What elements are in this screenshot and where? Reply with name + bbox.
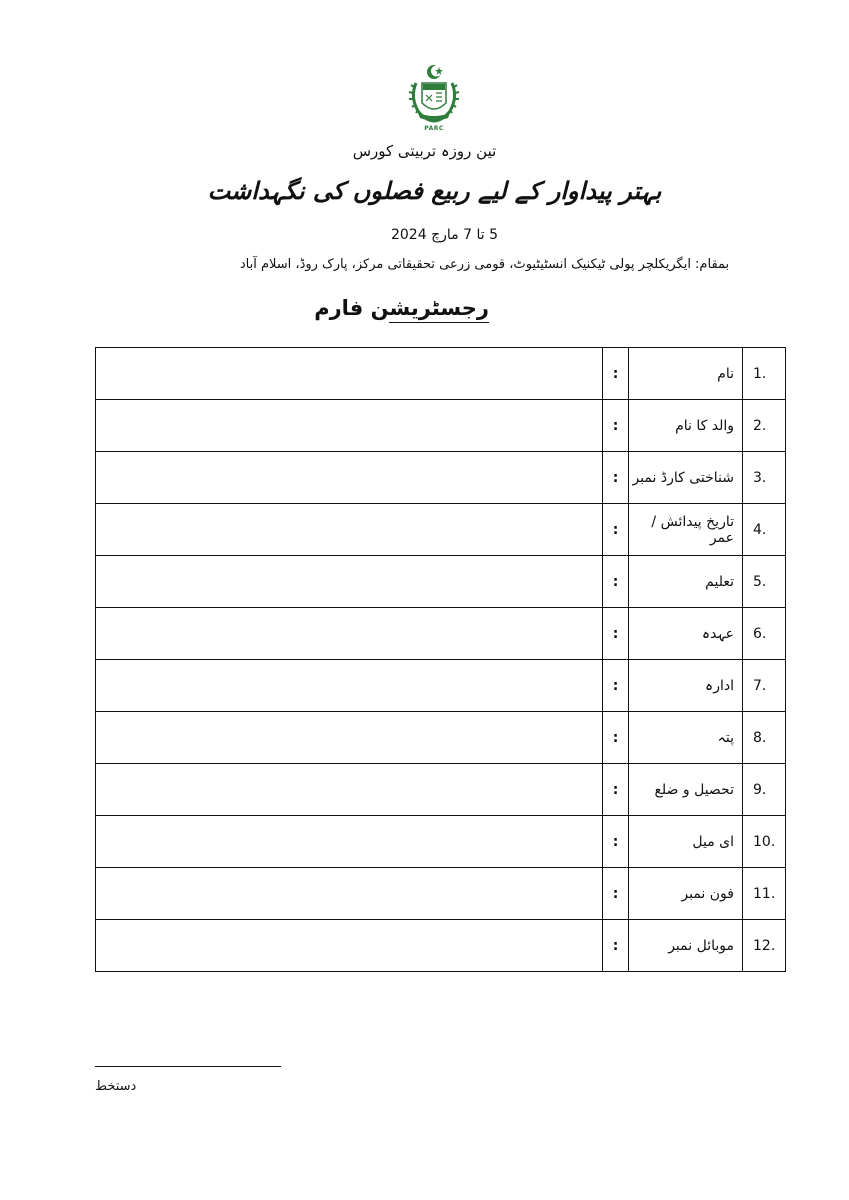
form-field-value[interactable] [96,868,603,920]
course-type: تین روزہ تربیتی کورس [352,142,497,160]
signature-line [95,1066,281,1067]
form-field-colon: : [603,348,629,400]
form-row [96,868,786,920]
form-field-colon: : [603,608,629,660]
form-field-number-text: 10. [753,833,776,850]
form-field-number-text: 12. [753,937,776,954]
form-field-number [743,608,786,660]
form-field-number [743,816,786,868]
form-field-colon: : [603,556,629,608]
form-field-number-text: 5. [753,573,767,590]
form-field-value[interactable] [96,608,603,660]
form-field-number [743,452,786,504]
form-field-label: تحصیل و ضلع [629,764,743,816]
form-title: رجسٹریشن فارم [389,296,489,323]
form-field-label: تعلیم [629,556,743,608]
course-dates: 5 تا 7 مارچ 2024 [390,227,498,243]
form-row [96,452,786,504]
form-row [96,816,786,868]
form-field-label: نام [629,348,743,400]
form-field-value[interactable] [96,348,603,400]
form-field-colon: : [603,920,629,972]
form-field-colon: : [603,764,629,816]
form-row [96,920,786,972]
form-field-number-text: 2. [753,417,767,434]
form-field-label: پتہ [629,712,743,764]
form-field-colon: : [603,400,629,452]
form-field-number [743,504,786,556]
parc-logo [406,63,462,137]
form-field-colon: : [603,452,629,504]
form-field-label: موبائل نمبر [629,920,743,972]
signature-label: دستخط [95,1079,137,1094]
form-field-value[interactable] [96,764,603,816]
form-field-number [743,556,786,608]
logo-text: PARC [424,125,444,132]
form-field-label: فون نمبر [629,868,743,920]
form-field-value[interactable] [96,400,603,452]
form-row [96,556,786,608]
form-field-label: والد کا نام [629,400,743,452]
form-field-colon: : [603,660,629,712]
form-field-number-text: 11. [753,885,776,902]
form-row [96,764,786,816]
course-title: بہتر پیداوار کے لیے ربیع فصلوں کی نگہداشت [207,177,662,205]
form-field-value[interactable] [96,660,603,712]
form-row [96,712,786,764]
form-row [96,660,786,712]
form-field-number [743,920,786,972]
form-field-value[interactable] [96,556,603,608]
form-field-number-text: 9. [753,781,767,798]
venue: بمقام: ایگریکلچر پولی ٹیکنیک انسٹیٹیوٹ، قومی زرعی تحقیقاتی مرکز، پارک روڈ، اسلام آباد [239,257,730,272]
form-field-number [743,764,786,816]
form-field-number [743,712,786,764]
form-field-number [743,660,786,712]
form-field-number-text: 3. [753,469,767,486]
form-row [96,504,786,556]
form-field-number [743,348,786,400]
form-field-value[interactable] [96,504,603,556]
form-field-value[interactable] [96,452,603,504]
form-field-colon: : [603,712,629,764]
form-field-colon: : [603,816,629,868]
parc-emblem-icon [406,63,462,125]
form-field-value[interactable] [96,816,603,868]
form-field-value[interactable] [96,712,603,764]
form-field-label: شناختی کارڈ نمبر [629,452,743,504]
form-field-number [743,400,786,452]
form-field-number [743,868,786,920]
form-field-label: ای میل [629,816,743,868]
form-field-colon: : [603,504,629,556]
form-field-number-text: 7. [753,677,767,694]
form-field-number-text: 1. [753,365,767,382]
form-field-number-text: 6. [753,625,767,642]
form-field-label: عہدہ [629,608,743,660]
registration-table [95,347,786,972]
form-field-number-text: 4. [753,521,767,538]
form-field-value[interactable] [96,920,603,972]
form-row [96,608,786,660]
form-row [96,400,786,452]
form-field-label: ادارہ [629,660,743,712]
form-field-number-text: 8. [753,729,767,746]
form-field-label: تاریخ پیدائش / عمر [629,504,743,556]
form-row [96,348,786,400]
form-field-colon: : [603,868,629,920]
